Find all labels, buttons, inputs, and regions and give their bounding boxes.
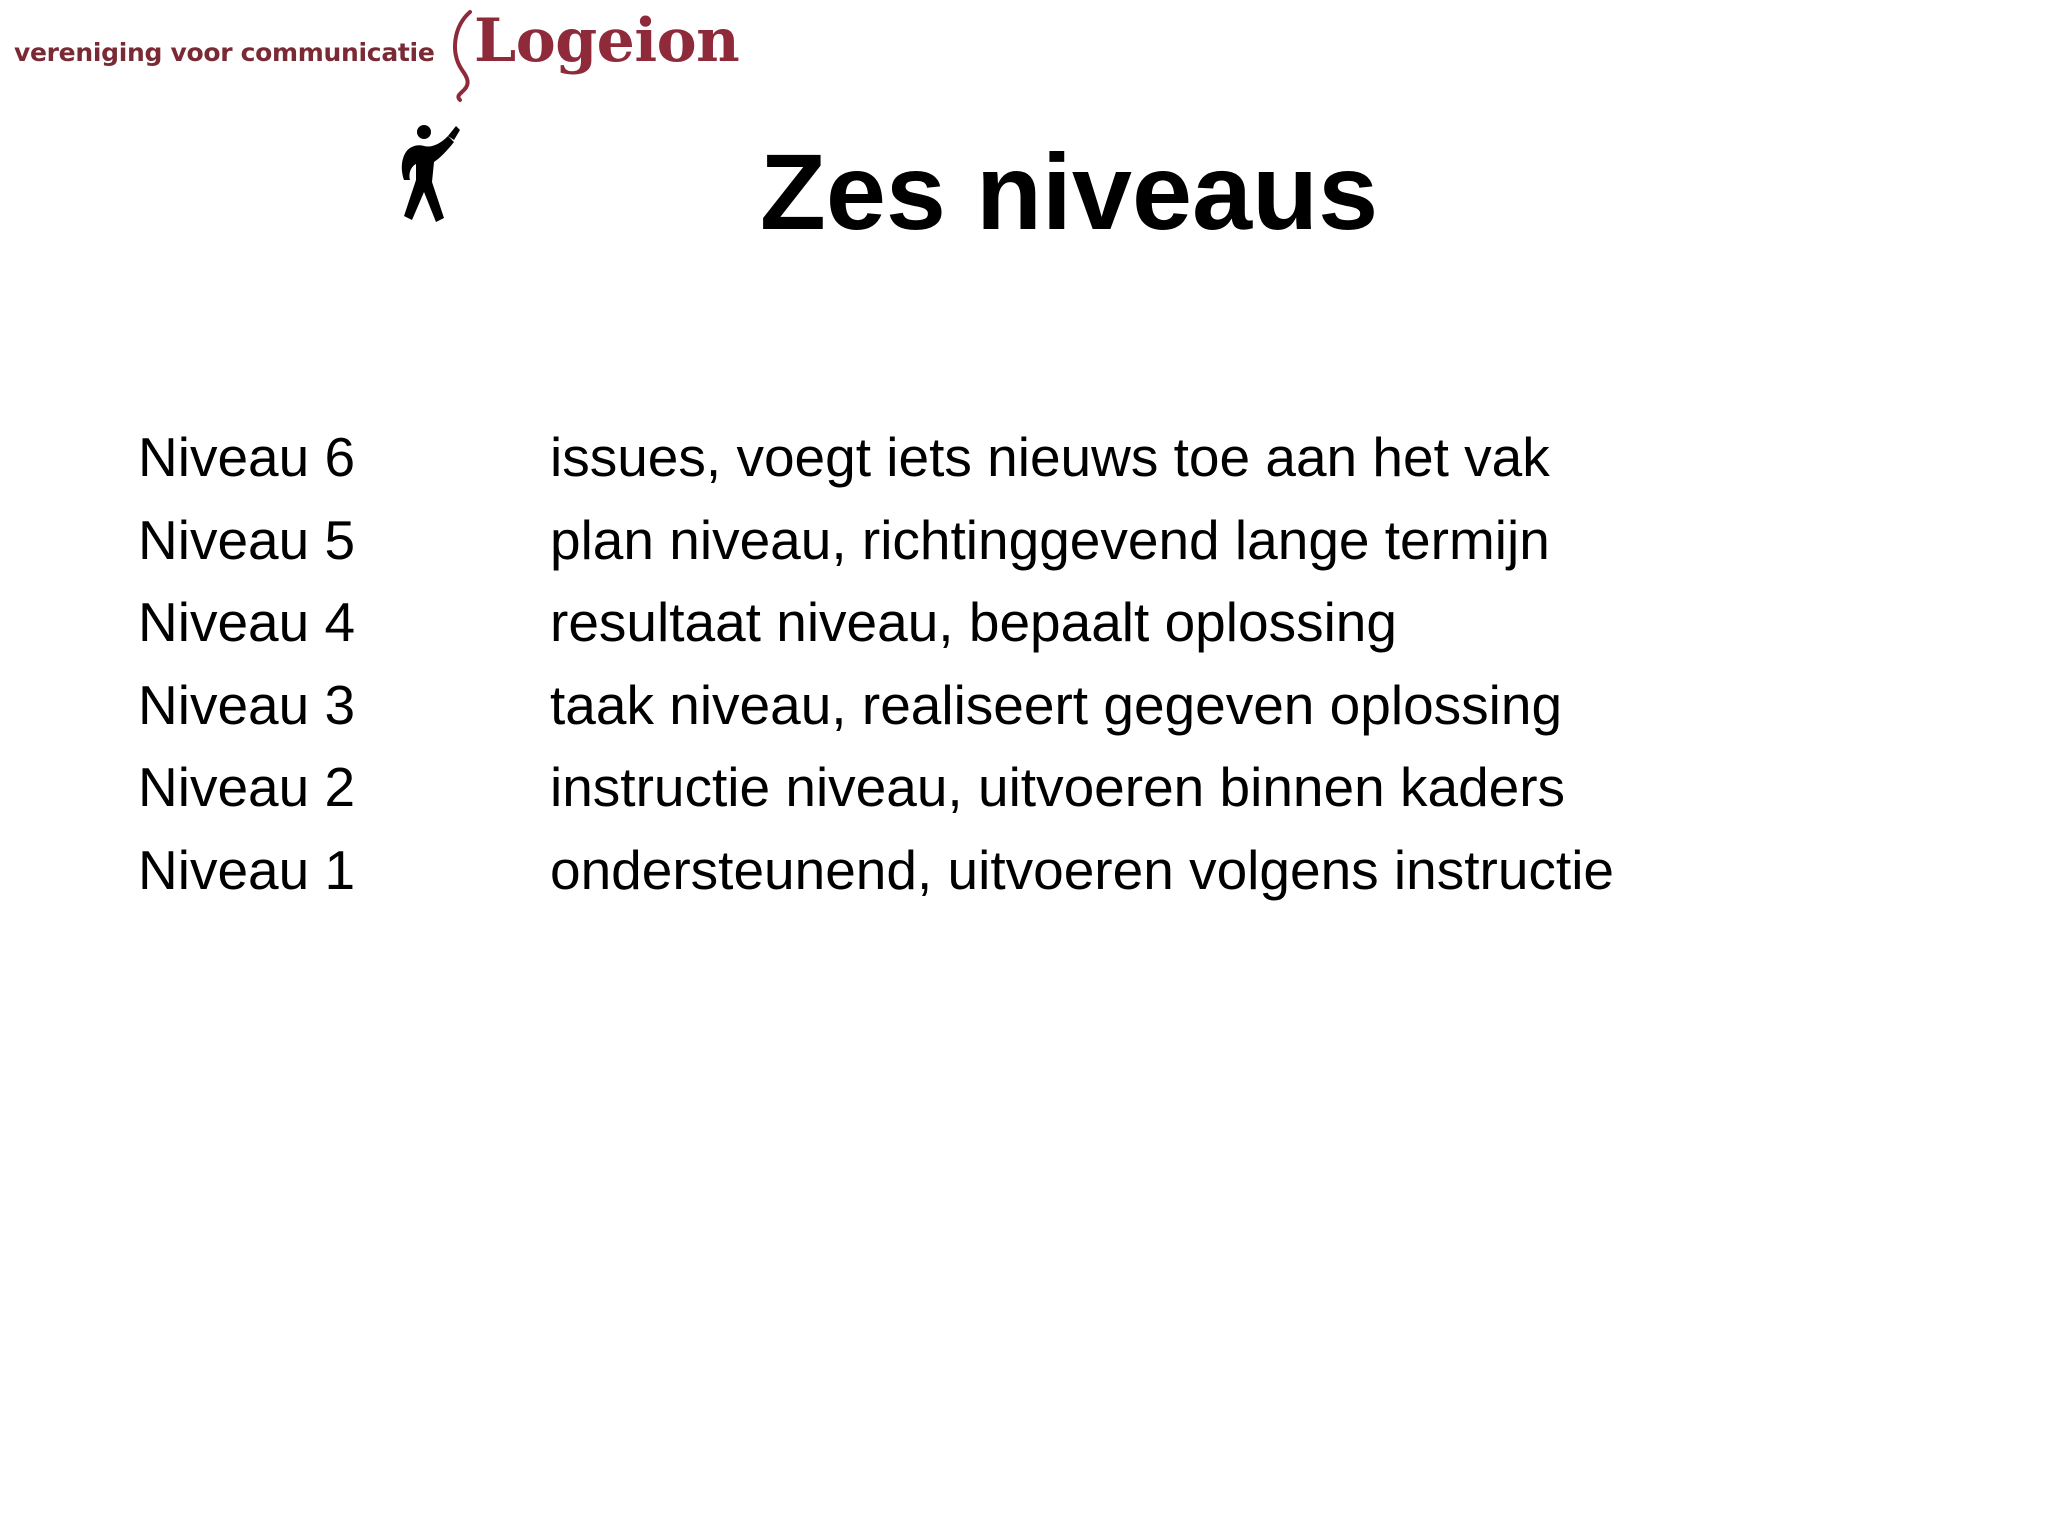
level-description: issues, voegt iets nieuws toe aan het vak	[550, 426, 1550, 489]
level-description: taak niveau, realiseert gegeven oplossing	[550, 673, 1563, 736]
level-label: Niveau 1	[138, 838, 356, 901]
level-description: instructie niveau, uitvoeren binnen kaders	[550, 756, 1566, 819]
level-row-6	[138, 416, 1938, 499]
level-description: plan niveau, richtinggevend lange termijn	[550, 508, 1550, 571]
level-label: Niveau 4	[138, 591, 356, 654]
level-label: Niveau 5	[138, 508, 356, 571]
logo-tagline: vereniging voor communicatie	[14, 38, 435, 67]
level-row-2	[138, 746, 1938, 829]
level-row-3	[138, 664, 1938, 747]
level-label: Niveau 6	[138, 426, 356, 489]
level-row-1	[138, 829, 1938, 912]
level-row-4	[138, 581, 1938, 664]
level-label: Niveau 2	[138, 756, 356, 819]
logo-wordmark: Logeion	[474, 6, 740, 76]
page-title: Zes niveaus	[759, 131, 1379, 252]
level-row-5	[138, 499, 1938, 582]
levels-list	[138, 416, 1938, 911]
level-description: ondersteunend, uitvoeren volgens instructie	[550, 838, 1615, 901]
level-label: Niveau 3	[138, 673, 356, 736]
level-description: resultaat niveau, bepaalt oplossing	[550, 591, 1397, 654]
